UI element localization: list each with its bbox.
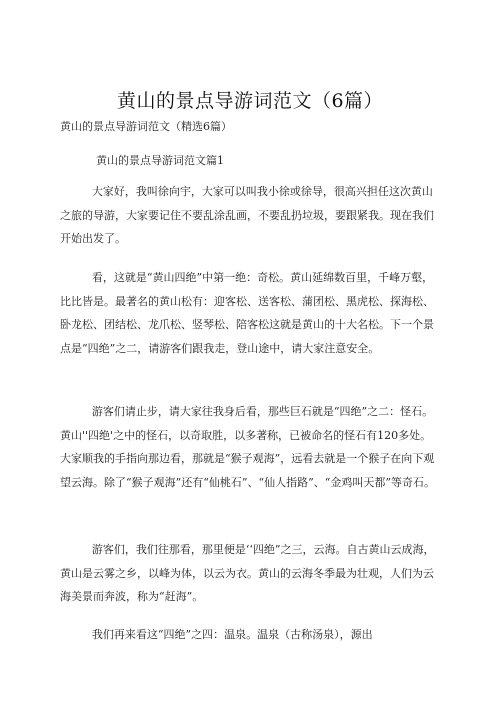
document-title: 黄山的景点导游词范文（6篇） <box>116 90 384 112</box>
paragraph-1: 大家好，我叫徐向宇，大家可以叫我小徐或徐导，很高兴担任这次黄山之旅的导游，大家要记住不要乱涂乱画，不要乱扔垃圾，要跟紧我。现在我们开始出发了。 <box>60 185 434 245</box>
paragraph-5: 我们再来看这“四绝”之四：温泉。温泉（古称汤泉），源出 <box>91 628 373 641</box>
document-subtitle: 黄山的景点导游词范文（精选6篇） <box>60 120 232 133</box>
paragraph-3: 游客们请止步，请大家往我身后看，那些巨石就是“四绝”之二：怪石。黄山''四绝'之中的怪石，以奇取胜，以多著称，已被命名的怪石有120多处。大家顺我的手指向那边看，那就是“猴子观海”，远看去就是一个猴子在向下观望云海。除了“猴子观海”还有“仙桃石”、“仙人指路”、“金鸡叫天都”等奇石。 <box>60 405 435 489</box>
paragraph-2: 看，这就是“黄山四绝”中第一绝：奇松。黄山延绵数百里，千峰万壑，比比皆是。最著名的黄山松有：迎客松、送客松、蒲团松、黑虎松、探海松、卧龙松、团结松、龙爪松、竖琴松、陪客松这就是黄山的十大名松。下一个景点是“四绝”之二，请游客们跟我走，登山途中，请大家注意安全。 <box>60 271 434 355</box>
paragraph-4: 游客们，我们往那看，那里便是‘‘四绝”之三，云海。自古黄山云成海，黄山是云雾之乡，以峰为体，以云为衣。黄山的云海冬季最为壮观，人们为云海美景而奔波，称为“赶海”。 <box>60 543 435 603</box>
section-heading: 黄山的景点导游词范文篇1 <box>96 154 224 167</box>
